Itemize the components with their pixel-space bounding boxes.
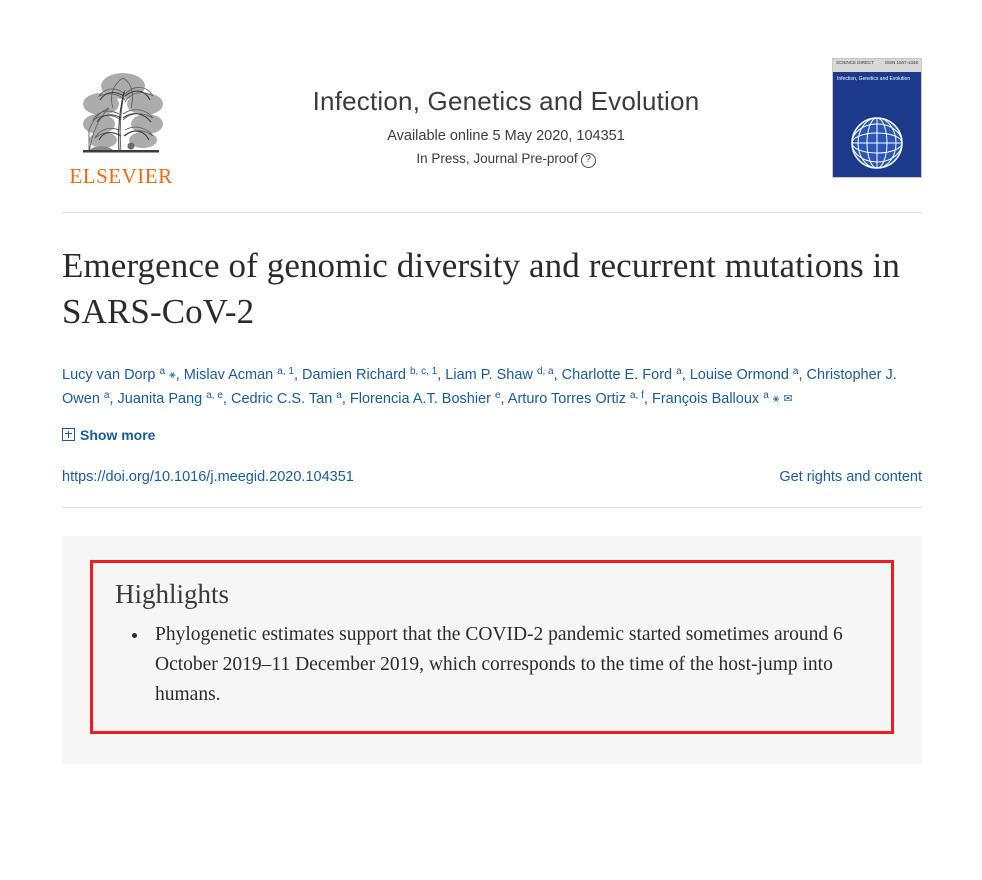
plus-icon xyxy=(62,428,75,441)
article-content xyxy=(62,58,922,764)
highlights-heading: Highlights xyxy=(115,578,230,609)
journal-title[interactable]: Infection, Genetics and Evolution xyxy=(312,86,700,116)
elsevier-tree-icon xyxy=(69,60,173,164)
list-item: • Phylogenetic estimates support that the COVID-2 pandemic started sometimes around 6 October 2019–11 December 2019, which corresponds to the time of the host-jump into humans. xyxy=(149,620,869,711)
cover-top-left: SCIENCE DIRECT xyxy=(836,60,875,65)
highlights-list xyxy=(115,620,869,711)
highlights-box xyxy=(90,560,894,734)
journal-status xyxy=(180,151,832,168)
info-icon[interactable]: ? xyxy=(581,153,596,168)
page-title: Emergence of genomic diversity and recurrent mutations in SARS-CoV-2 xyxy=(62,246,900,331)
publisher-logo[interactable] xyxy=(62,58,180,187)
cover-top-right: ISSN 1567-1348 xyxy=(884,60,918,65)
journal-info xyxy=(180,58,832,168)
author-list: Lucy van Dorp $^a$ ⚹, Mislav Acman $^{a, 1}$, Damien Richard $^{b, c, 1}$, Liam P. Shaw $^{d, a}$, Charlotte E. Ford $^a$, Louise Ormond $^a$, Christopher J. Owen $^a$, Juanita Pang $^{a, e}$, Cedric C.S. Tan $^a$, Florencia A.T. Boshier $^e$, Arturo Torres Ortiz $^{a, f}$, François Balloux $^a$ ⚹ ✉ xyxy=(62,366,897,407)
cover-top-band xyxy=(833,59,921,72)
globe-icon xyxy=(849,115,905,171)
journal-cover-thumbnail[interactable] xyxy=(832,58,922,178)
journal-status-label: In Press, Journal Pre-proof xyxy=(416,151,578,166)
show-more-button[interactable] xyxy=(62,427,922,443)
journal-header xyxy=(62,58,922,213)
get-rights-and-content-link[interactable]: Get rights and content xyxy=(779,468,922,485)
highlights-section xyxy=(62,536,922,764)
show-more-label: Show more xyxy=(80,426,156,443)
cover-title: Infection, Genetics and Evolution xyxy=(833,72,921,86)
journal-availability: Available online 5 May 2020, 104351 xyxy=(387,128,625,144)
doi-link[interactable]: https://doi.org/10.1016/j.meegid.2020.104351 xyxy=(62,468,354,485)
publisher-name: ELSEVIER xyxy=(69,164,173,188)
doi-row xyxy=(62,469,922,508)
